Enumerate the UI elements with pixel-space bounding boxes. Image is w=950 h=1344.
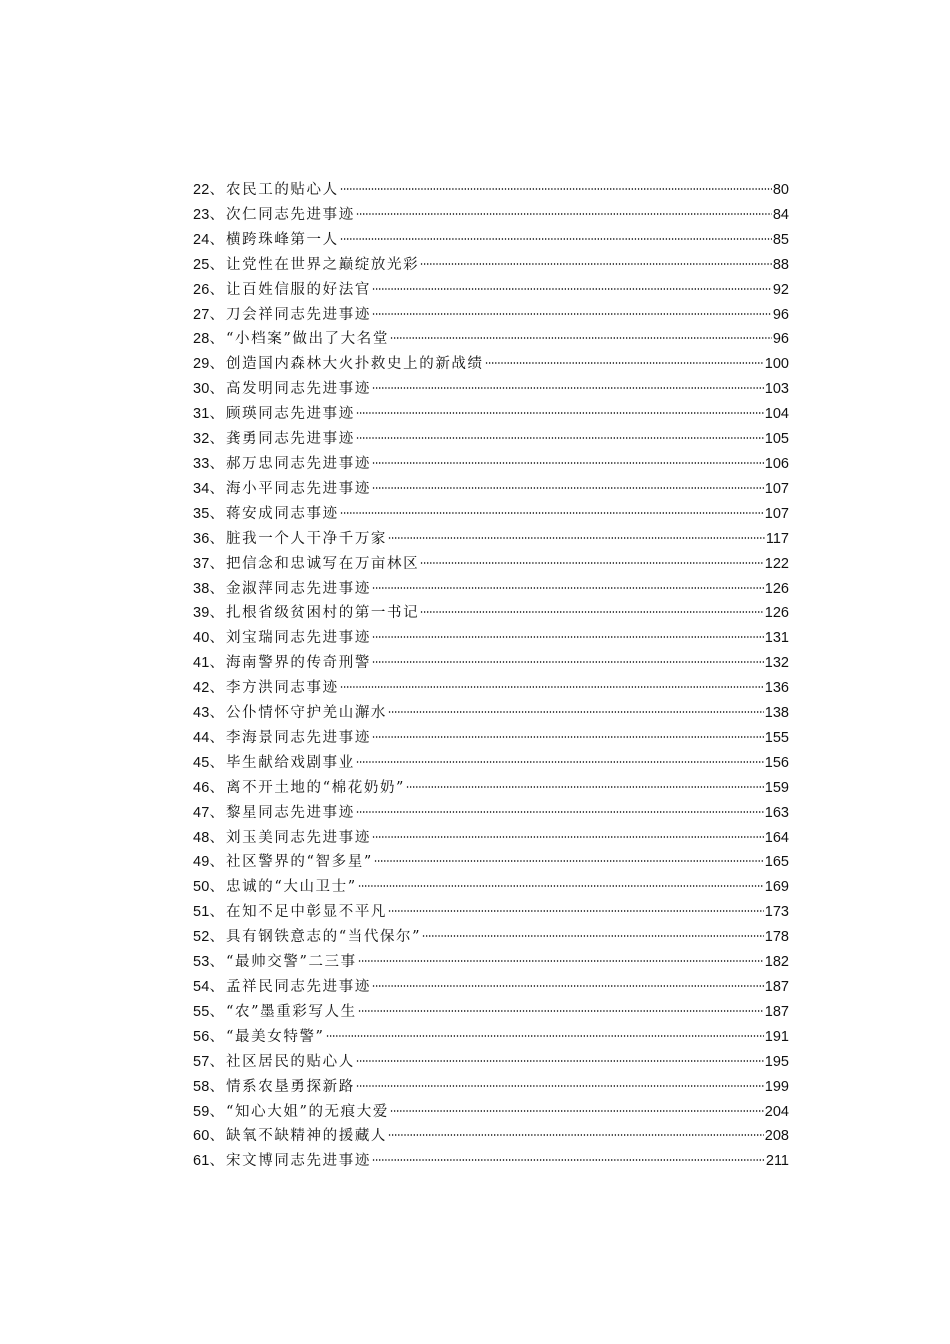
toc-dot-leader — [372, 587, 764, 589]
toc-dot-leader — [356, 213, 772, 215]
toc-dot-leader — [358, 1010, 764, 1012]
toc-entry-number: 45 — [193, 754, 210, 771]
toc-entry[interactable] — [193, 676, 789, 701]
toc-entry-page-number: 159 — [764, 779, 789, 796]
toc-entry-title: 脏我一个人干净千万家 — [226, 530, 388, 547]
toc-entry-page-number: 107 — [764, 505, 789, 522]
toc-entry-number: 39 — [193, 605, 210, 622]
toc-entry-title: 李海景同志先进事迹 — [226, 729, 371, 746]
toc-entry-number: 24 — [193, 231, 210, 248]
toc-entry-page-number: 178 — [764, 929, 789, 946]
toc-entry-title: 忠诚的“大山卫士” — [226, 879, 357, 896]
toc-entry-separator: 、 — [209, 505, 225, 522]
toc-entry-separator: 、 — [209, 829, 225, 846]
toc-entry[interactable] — [193, 228, 789, 253]
toc-entry-title: 农民工的贴心人 — [226, 182, 339, 198]
toc-dot-leader — [356, 761, 764, 763]
toc-dot-leader — [356, 1085, 764, 1087]
toc-entry-separator: 、 — [209, 1103, 225, 1120]
toc-entry[interactable] — [193, 826, 789, 851]
toc-entry-page-number: 165 — [764, 854, 789, 871]
toc-dot-leader — [372, 462, 764, 464]
toc-dot-leader — [372, 487, 764, 489]
toc-entry-title: 社区居民的贴心人 — [226, 1053, 355, 1070]
toc-entry-title: 刘玉美同志先进事迹 — [226, 829, 371, 846]
toc-entry-separator: 、 — [209, 231, 225, 248]
toc-entry-page-number: 84 — [772, 206, 789, 223]
toc-entry-title: 具有钢铁意志的“当代保尔” — [226, 929, 422, 946]
toc-entry-page-number: 164 — [764, 829, 789, 846]
toc-entry-page-number: 104 — [764, 406, 789, 423]
toc-entry-page-number: 107 — [764, 480, 789, 497]
toc-entry-number: 46 — [193, 779, 210, 796]
toc-entry-number: 40 — [193, 630, 210, 647]
toc-entry-number: 31 — [193, 406, 210, 423]
toc-entry-page-number: 169 — [764, 879, 789, 896]
toc-entry-separator: 、 — [209, 555, 225, 572]
toc-entry-separator: 、 — [209, 182, 225, 198]
toc-entry-title: 顾瑛同志先进事迹 — [226, 406, 355, 423]
toc-entry-page-number: 96 — [772, 306, 789, 323]
toc-entry-title: “知心大姐”的无痕大爱 — [226, 1103, 389, 1120]
toc-entry[interactable] — [193, 527, 789, 552]
toc-entry-number: 43 — [193, 705, 210, 722]
toc-entry-title: 扎根省级贫困村的第一书记 — [226, 605, 420, 622]
toc-entry-separator: 、 — [209, 630, 225, 647]
toc-entry[interactable] — [193, 402, 789, 427]
toc-entry[interactable] — [193, 875, 789, 900]
toc-entry-page-number: 105 — [764, 431, 789, 448]
toc-dot-leader — [388, 537, 765, 539]
toc-entry-page-number: 132 — [764, 655, 789, 672]
toc-entry-page-number: 131 — [764, 630, 789, 647]
toc-entry-page-number: 208 — [764, 1128, 789, 1145]
toc-entry-number: 61 — [193, 1153, 210, 1170]
toc-entry-title: 让党性在世界之巅绽放光彩 — [226, 256, 420, 273]
toc-entry-title: 刀会祥同志先进事迹 — [226, 306, 371, 323]
toc-entry[interactable] — [193, 203, 789, 228]
toc-entry-title: 把信念和忠诚写在万亩林区 — [226, 555, 420, 572]
toc-entry-separator: 、 — [209, 455, 225, 472]
toc-entry-separator: 、 — [209, 281, 225, 298]
toc-dot-leader — [358, 885, 764, 887]
toc-entry-title: 黎星同志先进事迹 — [226, 804, 355, 821]
toc-entry[interactable] — [193, 552, 789, 577]
toc-entry-title: 宋文博同志先进事迹 — [226, 1153, 371, 1170]
toc-entry-page-number: 187 — [764, 979, 789, 995]
toc-entry-separator: 、 — [209, 779, 225, 796]
toc-entry-page-number: 126 — [764, 605, 789, 622]
toc-entry-page-number: 106 — [764, 455, 789, 472]
toc-entry-page-number: 182 — [764, 954, 789, 971]
toc-entry[interactable] — [193, 726, 789, 751]
toc-entry-page-number: 155 — [764, 729, 789, 746]
toc-entry-separator: 、 — [209, 680, 225, 697]
toc-entry-title: 李方洪同志事迹 — [226, 680, 339, 697]
toc-entry[interactable] — [193, 577, 789, 602]
toc-entry-separator: 、 — [209, 1003, 225, 1020]
toc-entry-separator: 、 — [209, 406, 225, 423]
toc-entry-title: “小档案”做出了大名堂 — [226, 331, 389, 348]
toc-entry-number: 35 — [193, 505, 210, 522]
toc-entry[interactable] — [193, 178, 789, 203]
toc-entry-number: 55 — [193, 1003, 210, 1020]
toc-entry[interactable] — [193, 601, 789, 626]
toc-entry-separator: 、 — [209, 331, 225, 348]
toc-dot-leader — [340, 686, 764, 688]
toc-entry-title: 海小平同志先进事迹 — [226, 480, 371, 497]
toc-entry-page-number: 199 — [764, 1078, 789, 1095]
toc-entry-page-number: 136 — [764, 680, 789, 697]
toc-entry[interactable] — [193, 1050, 789, 1075]
table-of-contents — [193, 178, 789, 1174]
toc-dot-leader — [356, 437, 764, 439]
toc-dot-leader — [372, 661, 764, 663]
toc-entry[interactable] — [193, 626, 789, 651]
toc-entry-title: 离不开土地的“棉花奶奶” — [226, 779, 406, 796]
toc-entry-separator: 、 — [209, 705, 225, 722]
toc-entry-number: 41 — [193, 655, 210, 672]
toc-entry-separator: 、 — [209, 655, 225, 672]
toc-entry-number: 57 — [193, 1053, 210, 1070]
toc-entry-number: 29 — [193, 356, 210, 373]
toc-entry[interactable] — [193, 975, 789, 1000]
toc-dot-leader — [420, 263, 772, 265]
toc-entry-number: 51 — [193, 904, 210, 921]
toc-dot-leader — [340, 512, 764, 514]
toc-entry-page-number: 173 — [764, 904, 789, 921]
toc-entry[interactable] — [193, 352, 789, 377]
toc-dot-leader — [372, 736, 764, 738]
toc-entry-title: 金淑萍同志先进事迹 — [226, 580, 371, 597]
toc-entry[interactable] — [193, 925, 789, 950]
toc-entry-title: “最美女特警” — [226, 1028, 325, 1045]
toc-entry[interactable] — [193, 1000, 789, 1025]
toc-entry-separator: 、 — [209, 431, 225, 448]
toc-entry-number: 34 — [193, 480, 210, 497]
toc-dot-leader — [406, 786, 764, 788]
toc-entry-number: 47 — [193, 804, 210, 821]
toc-entry-page-number: 211 — [765, 1153, 789, 1170]
toc-entry-separator: 、 — [209, 256, 225, 273]
toc-entry-page-number: 100 — [764, 356, 789, 373]
toc-dot-leader — [372, 387, 764, 389]
toc-entry-page-number: 117 — [765, 530, 789, 547]
toc-dot-leader — [390, 1110, 764, 1112]
toc-entry-title: 社区警界的“智多星” — [226, 854, 373, 871]
toc-entry-title: 海南警界的传奇刑警 — [226, 655, 371, 672]
toc-entry[interactable] — [193, 1149, 789, 1174]
toc-dot-leader — [356, 811, 764, 813]
toc-dot-leader — [374, 860, 764, 862]
toc-entry-separator: 、 — [209, 1128, 225, 1145]
toc-dot-leader — [326, 1035, 764, 1037]
toc-dot-leader — [356, 1060, 764, 1062]
toc-entry[interactable] — [193, 452, 789, 477]
toc-dot-leader — [420, 562, 764, 564]
toc-entry-number: 59 — [193, 1103, 210, 1120]
toc-entry[interactable] — [193, 253, 789, 278]
toc-dot-leader — [388, 711, 764, 713]
toc-dot-leader — [422, 935, 764, 937]
toc-entry[interactable] — [193, 427, 789, 452]
toc-entry[interactable] — [193, 801, 789, 826]
toc-entry-separator: 、 — [209, 580, 225, 597]
toc-entry-separator: 、 — [209, 954, 225, 971]
toc-entry-separator: 、 — [209, 206, 225, 223]
toc-dot-leader — [420, 611, 764, 613]
toc-entry-separator: 、 — [209, 879, 225, 896]
toc-entry-separator: 、 — [209, 804, 225, 821]
toc-entry-separator: 、 — [209, 904, 225, 921]
toc-entry-separator: 、 — [209, 605, 225, 622]
toc-entry-number: 33 — [193, 455, 210, 472]
toc-entry[interactable] — [193, 278, 789, 303]
toc-entry-title: 高发明同志先进事迹 — [226, 381, 371, 398]
toc-entry-separator: 、 — [209, 979, 225, 995]
toc-entry-number: 28 — [193, 331, 210, 348]
toc-entry-number: 37 — [193, 555, 210, 572]
toc-dot-leader — [356, 412, 764, 414]
toc-entry-number: 49 — [193, 854, 210, 871]
toc-entry-title: 刘宝瑞同志先进事迹 — [226, 630, 371, 647]
toc-entry[interactable] — [193, 651, 789, 676]
toc-dot-leader — [372, 1159, 765, 1161]
toc-entry-title: 缺氧不缺精神的援藏人 — [226, 1128, 388, 1145]
toc-entry-page-number: 88 — [772, 256, 789, 273]
toc-entry[interactable] — [193, 1100, 789, 1125]
toc-entry[interactable] — [193, 1025, 789, 1050]
toc-dot-leader — [372, 313, 772, 315]
toc-dot-leader — [372, 636, 764, 638]
toc-entry-separator: 、 — [209, 356, 225, 373]
toc-entry[interactable] — [193, 776, 789, 801]
toc-entry-number: 52 — [193, 929, 210, 946]
toc-entry-number: 48 — [193, 829, 210, 846]
toc-entry-number: 60 — [193, 1128, 210, 1145]
toc-entry-separator: 、 — [209, 729, 225, 746]
toc-entry-number: 25 — [193, 256, 210, 273]
toc-entry-number: 26 — [193, 281, 210, 298]
toc-dot-leader — [358, 960, 764, 962]
toc-dot-leader — [485, 362, 764, 364]
toc-entry-title: 毕生献给戏剧事业 — [226, 754, 355, 771]
toc-dot-leader — [372, 288, 772, 290]
toc-dot-leader — [340, 238, 772, 240]
toc-dot-leader — [388, 910, 764, 912]
toc-entry-title: 孟祥民同志先进事迹 — [226, 979, 371, 995]
toc-entry-title: “农”墨重彩写人生 — [226, 1003, 357, 1020]
toc-entry[interactable] — [193, 502, 789, 527]
toc-entry-title: 让百姓信服的好法官 — [226, 281, 371, 298]
toc-entry-separator: 、 — [209, 754, 225, 771]
toc-entry-title: 横跨珠峰第一人 — [226, 231, 339, 248]
toc-entry-number: 56 — [193, 1028, 210, 1045]
toc-entry[interactable] — [193, 1124, 789, 1149]
toc-entry[interactable] — [193, 850, 789, 875]
toc-entry[interactable] — [193, 751, 789, 776]
toc-entry-title: 公仆情怀守护羌山澥水 — [226, 705, 388, 722]
toc-entry-page-number: 122 — [764, 555, 789, 572]
toc-entry-separator: 、 — [209, 381, 225, 398]
toc-entry-page-number: 103 — [764, 381, 789, 398]
toc-dot-leader — [340, 188, 772, 190]
toc-entry-title: “最帅交警”二三事 — [226, 954, 357, 971]
toc-entry-separator: 、 — [209, 306, 225, 323]
toc-dot-leader — [388, 1134, 764, 1136]
toc-entry-number: 23 — [193, 206, 210, 223]
toc-entry-number: 53 — [193, 954, 210, 971]
toc-entry-separator: 、 — [209, 1078, 225, 1095]
toc-entry-number: 27 — [193, 306, 210, 323]
toc-entry-page-number: 80 — [772, 182, 789, 198]
toc-entry[interactable] — [193, 1075, 789, 1100]
toc-entry-title: 在知不足中彰显不平凡 — [226, 904, 388, 921]
toc-dot-leader — [390, 337, 772, 339]
toc-entry-title: 创造国内森林大火扑救史上的新战绩 — [226, 356, 484, 373]
toc-entry[interactable] — [193, 327, 789, 352]
toc-entry-page-number: 85 — [772, 231, 789, 248]
toc-entry-separator: 、 — [209, 530, 225, 547]
toc-entry-page-number: 191 — [764, 1028, 789, 1045]
toc-entry-title: 次仁同志先进事迹 — [226, 206, 355, 223]
toc-entry[interactable] — [193, 477, 789, 502]
toc-entry-page-number: 187 — [764, 1003, 789, 1020]
toc-entry-number: 38 — [193, 580, 210, 597]
toc-entry-separator: 、 — [209, 854, 225, 871]
toc-entry-separator: 、 — [209, 1053, 225, 1070]
toc-entry-number: 50 — [193, 879, 210, 896]
toc-entry-page-number: 204 — [764, 1103, 789, 1120]
toc-list — [193, 178, 789, 1174]
toc-entry[interactable] — [193, 377, 789, 402]
toc-entry-page-number: 126 — [764, 580, 789, 597]
toc-entry-number: 30 — [193, 381, 210, 398]
toc-entry-number: 54 — [193, 979, 210, 995]
toc-entry-title: 情系农垦勇探新路 — [226, 1078, 355, 1095]
toc-entry-separator: 、 — [209, 1028, 225, 1045]
toc-entry-number: 36 — [193, 530, 210, 547]
toc-entry[interactable] — [193, 303, 789, 328]
toc-entry-page-number: 96 — [772, 331, 789, 348]
toc-entry-number: 42 — [193, 680, 210, 697]
toc-entry-separator: 、 — [209, 929, 225, 946]
toc-dot-leader — [372, 836, 764, 838]
toc-entry-page-number: 163 — [764, 804, 789, 821]
toc-entry[interactable] — [193, 950, 789, 975]
toc-entry-title: 蒋安成同志事迹 — [226, 505, 339, 522]
toc-entry-number: 22 — [193, 182, 210, 198]
toc-entry-number: 44 — [193, 729, 210, 746]
toc-entry-page-number: 156 — [764, 754, 789, 771]
toc-entry-title: 龚勇同志先进事迹 — [226, 431, 355, 448]
toc-dot-leader — [372, 985, 764, 987]
toc-entry[interactable] — [193, 900, 789, 925]
toc-entry-separator: 、 — [209, 480, 225, 497]
toc-entry-separator: 、 — [209, 1153, 225, 1170]
toc-entry-page-number: 195 — [764, 1053, 789, 1070]
toc-entry-page-number: 138 — [764, 705, 789, 722]
toc-entry-number: 32 — [193, 431, 210, 448]
toc-entry-title: 郝万忠同志先进事迹 — [226, 455, 371, 472]
toc-entry-number: 58 — [193, 1078, 210, 1095]
toc-entry[interactable] — [193, 701, 789, 726]
toc-entry-page-number: 92 — [772, 281, 789, 298]
